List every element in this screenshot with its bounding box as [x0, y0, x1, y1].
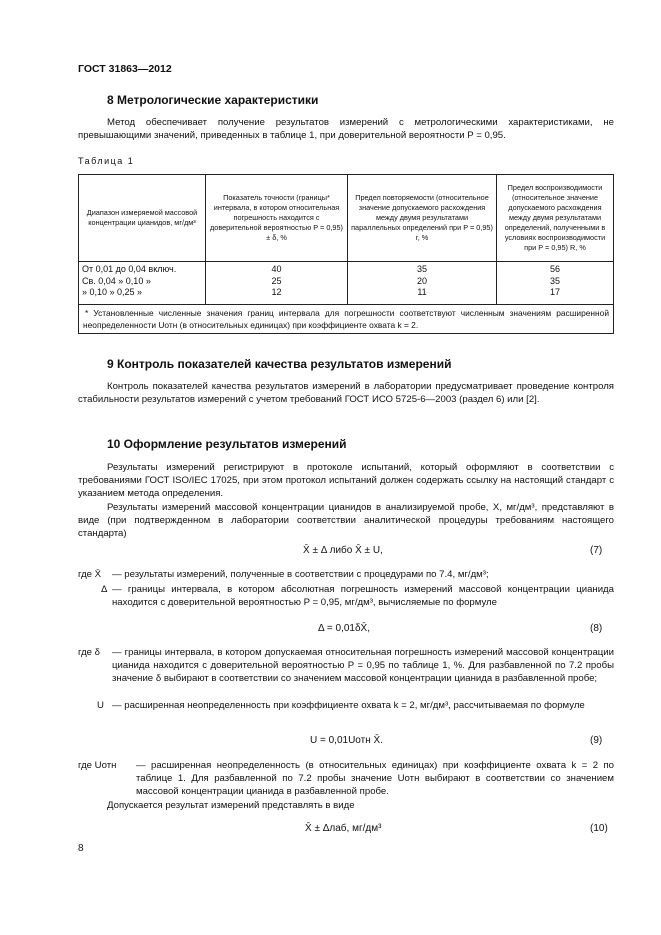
table-row-range: Св. 0,04 » 0,10 » [82, 275, 151, 286]
formula-7: X̄ ± Δ либо X̄ ± U, [303, 545, 383, 556]
definition-delta-rel-text: — границы интервала, в котором допускаемая относительная погрешность измерений массовой концентрации цианида находится с доверительной вероятностью P = 0,95 по таблице 1, %. Для разбавленной по 7.2 пробы значение δ выбирают в соответствии со значением массовой концентрации цианида в разбавленной пробе; [112, 647, 614, 684]
definition-delta-symbol: Δ [101, 584, 108, 595]
table-cell-ranges [79, 262, 206, 305]
page-number: 8 [78, 843, 84, 854]
definition-uotn-symbol: где Uотн [78, 760, 117, 771]
standard-header: ГОСТ 31863—2012 [78, 63, 172, 75]
table-value: 25 [271, 275, 282, 286]
formula-10: X̄ ± Δлаб, мг/дм³ [305, 823, 382, 834]
table-cell-accuracy [206, 262, 348, 305]
section-10-paragraph-2: Результаты измерений массовой концентрации цианидов в анализируемой пробе, X, мг/дм³, представляют в виде (при подтвержденном в лаборатории соответствии аналитической процедуры требованиям настоящего стандарта) [78, 502, 614, 539]
table-header-reproducibility: Предел воспроизводимости (относительное значение допускаемого расхождения между двумя результатами определений, полученными в условиях воспроизводимости при P = 0,95) R, % [497, 175, 614, 262]
table-cell-reproducibility [497, 262, 614, 305]
section-10-paragraph-3: Допускается результат измерений представлять в виде [107, 800, 355, 811]
definition-u-symbol: U [97, 700, 104, 711]
table-value: 12 [271, 287, 282, 297]
table-value: 20 [416, 275, 427, 286]
definition-uotn-text: — расширенная неопределенность (в относительных единицах) при коэффициенте охвата k = 2 по таблице 1. Для разбавленной по 7.2 пробы значение Uотн выбирают в соответствии со значением массовой концентрации цианида в разбавленной пробе. [136, 760, 614, 797]
definition-delta-text: — границы интервала, в котором абсолютная погрешность измерений массовой концентрации цианида находится с доверительной вероятностью P = 0,95, мг/дм³, вычисляемые по формуле [112, 584, 614, 608]
table-cell-repeatability [348, 262, 497, 305]
section-9-paragraph: Контроль показателей качества результатов измерений в лаборатории предусматривает проведение контроля стабильности результатов измерений с учетом требований ГОСТ ИСО 5725-6—2003 (раздел 6) или [2]. [78, 381, 614, 405]
table-value: 35 [416, 264, 427, 274]
formula-9-number: (9) [590, 735, 603, 746]
metrology-table [78, 174, 614, 334]
table-row-range: От 0,01 до 0,04 включ. [82, 264, 177, 274]
formula-8-number: (8) [590, 623, 603, 634]
definition-delta-rel-symbol: где δ [78, 647, 101, 658]
formula-9: U = 0,01Uотн X̄. [310, 735, 383, 746]
table-header-accuracy: Показатель точности (границы* интервала, в котором относительная погрешность находится с доверительной вероятностью P = 0,95) ± δ, % [206, 175, 348, 262]
table-caption: Таблица 1 [78, 156, 135, 166]
table-value: 35 [549, 275, 560, 286]
section-8-paragraph: Метод обеспечивает получение результатов измерений с метрологическими характеристиками, не превышающими значений, приведенных в таблице 1, при доверительной вероятности P = 0,95. [78, 117, 614, 141]
table-value: 11 [417, 287, 427, 297]
definition-u-text: — расширенная неопределенность при коэффициенте охвата k = 2, мг/дм³, рассчитываемая по формуле [112, 700, 585, 711]
table-footnote: * Установленные численные значения границ интервала для погрешности соответствуют численным значениям расширенной неопределенности Uотн (в относительных единицах) при коэффициенте охвата k = 2. [79, 305, 614, 334]
section-10-paragraph-1: Результаты измерений регистрируют в протоколе испытаний, который оформляют в соответствии с требованиями ГОСТ ISO/IEC 17025, при этом протокол испытаний должен содержать ссылку на настоящий стандарт с указанием метода определения. [78, 462, 614, 499]
formula-7-number: (7) [590, 545, 603, 556]
section-10-title: 10 Оформление результатов измерений [107, 437, 347, 451]
formula-8: Δ = 0,01δX̄, [318, 623, 371, 634]
formula-10-number: (10) [590, 823, 608, 834]
table-value: 17 [549, 287, 560, 297]
definition-x-text: — результаты измерений, полученные в соответствии с процедурами по 7.4, мг/дм³; [112, 569, 489, 580]
definition-x-symbol: где X̄ [78, 569, 102, 580]
table-row-range: » 0,10 » 0,25 » [82, 287, 143, 297]
section-8-title: 8 Метрологические характеристики [107, 93, 319, 107]
table-header-range: Диапазон измеряемой массовой концентрации цианидов, мг/дм³ [79, 175, 206, 262]
table-header-repeatability: Предел повторяемости (относительное значение допускаемого расхождения между двумя результатами параллельных определений при P = 0,95) r, % [348, 175, 497, 262]
table-value: 56 [549, 264, 560, 274]
table-value: 40 [271, 264, 282, 274]
section-9-title: 9 Контроль показателей качества результатов измерений [107, 357, 452, 371]
